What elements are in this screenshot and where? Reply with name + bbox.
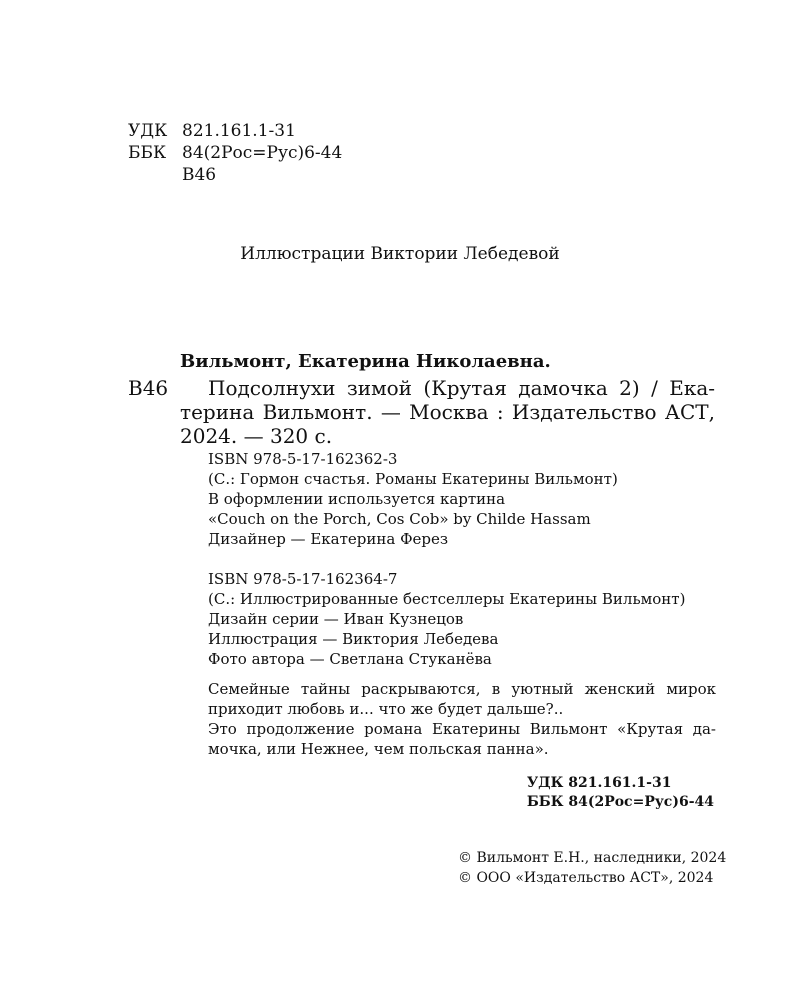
copyright-block (458, 848, 726, 888)
udk-value: 821.161.1-31 (182, 121, 296, 141)
edition-2-series-design: Дизайн серии — Иван Кузнецов (208, 610, 464, 628)
title-line: Подсолнухи зимой (Крутая дамочка 2) / Ека- (208, 376, 715, 400)
bibliographic-record (128, 350, 715, 448)
udk-row (128, 120, 342, 142)
record-author-mark: В46 (128, 376, 169, 400)
edition-1-designer: Дизайнер — Екатерина Ферез (208, 530, 449, 548)
record-author: Вильмонт, Екатерина Николаевна. (180, 351, 551, 372)
bbk-row (128, 142, 342, 164)
edition-1-painting: «Couch on the Porch, Cos Cob» by Childe Hassam (208, 510, 591, 528)
edition-2-block (208, 569, 716, 669)
bbk-label: ББК (128, 143, 167, 163)
annotation (208, 679, 716, 759)
title-line: 2024. — 320 с. (180, 424, 333, 448)
footer-udk: УДК 821.161.1-31 (526, 775, 672, 791)
udk-label: УДК (128, 121, 168, 141)
author-mark: В46 (182, 165, 217, 185)
bbk-value: 84(2Рос=Рус)6-44 (182, 143, 343, 163)
copyright-author: © Вильмонт Е.Н., наследники, 2024 (458, 850, 727, 866)
title-line: терина Вильмонт. — Москва : Издательство АСТ, (180, 400, 715, 424)
classification-block (128, 120, 342, 186)
footer-bbk: ББК 84(2Рос=Рус)6-44 (526, 794, 714, 810)
record-title-block (128, 376, 715, 448)
annotation-line: Это продолжение романа Екатерины Вильмонт «Крутая да- (208, 720, 716, 738)
copyright-publisher: © ООО «Издательство АСТ», 2024 (458, 870, 714, 886)
annotation-line: приходит любовь и... что же будет дальше?.. (208, 700, 564, 718)
edition-1-isbn: ISBN 978-5-17-162362-3 (208, 450, 398, 468)
edition-1-cover-note: В оформлении используется картина (208, 490, 506, 508)
annotation-line: Семейные тайны раскрываются, в уютный женский мирок (208, 680, 716, 698)
illustrations-credit: Иллюстрации Виктории Лебедевой (240, 244, 560, 264)
edition-2-illustration: Иллюстрация — Виктория Лебедева (208, 630, 499, 648)
edition-2-photo: Фото автора — Светлана Стуканёва (208, 650, 492, 668)
edition-1-block (208, 449, 716, 549)
footer-codes (527, 774, 714, 812)
edition-1-series: (С.: Гормон счастья. Романы Екатерины Вильмонт) (208, 470, 618, 488)
edition-2-isbn: ISBN 978-5-17-162364-7 (208, 570, 398, 588)
annotation-line: мочка, или Нежнее, чем польская панна». (208, 740, 549, 758)
edition-2-series: (С.: Иллюстрированные бестселлеры Екатерины Вильмонт) (208, 590, 686, 608)
